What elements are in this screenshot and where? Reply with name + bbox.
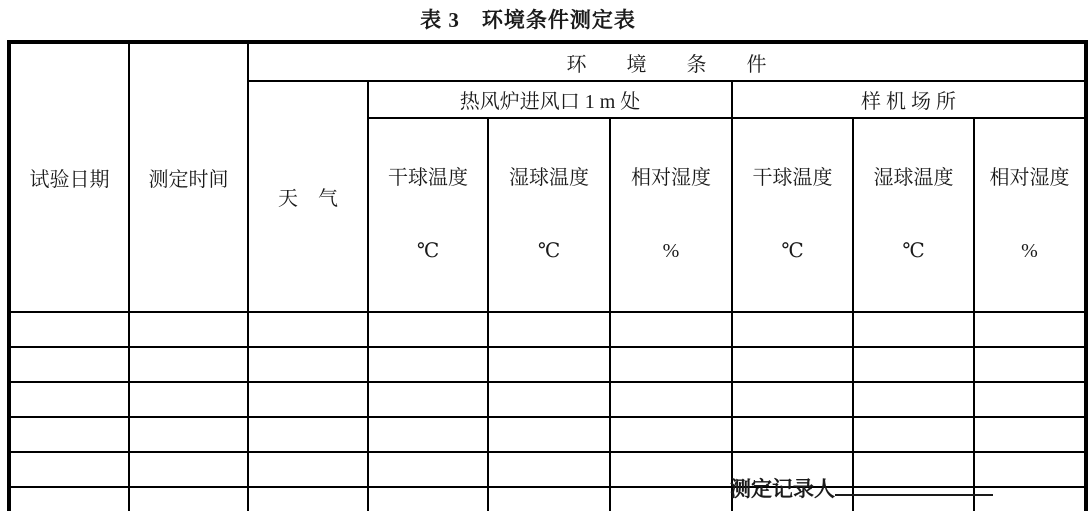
empty-data-cell [853,312,974,347]
header-weather: 天 气 [248,81,368,312]
header-site-wet-bulb [853,118,974,312]
empty-data-cell [129,312,248,347]
empty-data-cell [488,382,610,417]
empty-data-cell [129,417,248,452]
header-unit: ℃ [902,240,925,262]
header-label: 干球温度 [388,167,468,189]
empty-data-cell [488,347,610,382]
empty-data-cell [488,417,610,452]
empty-data-cell [853,417,974,452]
empty-data-cell [129,487,248,511]
empty-data-cell [248,347,368,382]
empty-data-cell [368,487,488,511]
empty-data-cell [488,452,610,487]
header-env-conditions-group: 环 境 条 件 [248,42,1086,81]
header-unit: ℃ [416,240,440,262]
header-test-date: 试验日期 [9,42,129,312]
recorder-line [730,473,993,503]
empty-data-cell [248,452,368,487]
empty-data-cell [368,382,488,417]
empty-data-cell [610,382,732,417]
header-label: 相对湿度 [631,167,711,189]
header-sample-machine-site-group: 样 机 场 所 [732,81,1086,118]
table-caption: 表 3 环境条件测定表 [420,8,636,32]
header-inlet-dry-bulb [368,118,488,312]
recorder-signature-blank [835,494,993,496]
empty-data-cell [9,347,129,382]
header-site-relative-humidity [974,118,1086,312]
header-unit: % [1021,240,1038,262]
empty-data-row [9,417,1086,452]
environment-conditions-table [7,40,1088,511]
header-inlet-wet-bulb [488,118,610,312]
empty-data-cell [129,382,248,417]
empty-data-cell [974,417,1086,452]
empty-data-cell [732,417,853,452]
empty-data-cell [129,347,248,382]
empty-data-row [9,312,1086,347]
header-label: 干球温度 [752,167,833,189]
empty-data-cell [488,487,610,511]
empty-data-cell [974,312,1086,347]
header-hot-air-inlet-group: 热风炉进风口 1 m 处 [368,81,732,118]
empty-data-cell [248,382,368,417]
empty-data-cell [368,452,488,487]
empty-data-cell [248,312,368,347]
empty-data-cell [368,417,488,452]
empty-data-row [9,382,1086,417]
empty-data-cell [610,487,732,511]
empty-data-cell [9,452,129,487]
empty-data-cell [9,487,129,511]
empty-data-cell [732,347,853,382]
header-label: 相对湿度 [989,167,1070,189]
header-label: 湿球温度 [509,167,589,189]
empty-data-cell [853,382,974,417]
empty-data-cell [368,347,488,382]
empty-data-cell [610,417,732,452]
empty-data-cell [9,417,129,452]
empty-data-cell [610,452,732,487]
header-inlet-relative-humidity [610,118,732,312]
empty-data-cell [248,487,368,511]
empty-data-cell [610,312,732,347]
empty-data-cell [9,382,129,417]
empty-data-cell [368,312,488,347]
empty-data-cell [488,312,610,347]
empty-data-cell [248,417,368,452]
empty-data-cell [9,312,129,347]
empty-data-row [9,347,1086,382]
header-unit: ℃ [781,240,804,262]
header-unit: ℃ [537,240,561,262]
empty-data-cell [732,382,853,417]
empty-data-cell [732,312,853,347]
header-measurement-time: 测定时间 [129,42,248,312]
header-site-dry-bulb [732,118,853,312]
header-label: 湿球温度 [873,167,954,189]
empty-data-cell [610,347,732,382]
empty-data-cell [129,452,248,487]
header-row-1 [9,42,1086,81]
recorder-label: 测定记录人 [730,477,835,501]
empty-data-cell [853,347,974,382]
empty-data-cell [974,382,1086,417]
empty-data-cell [974,347,1086,382]
header-unit: % [662,240,680,262]
